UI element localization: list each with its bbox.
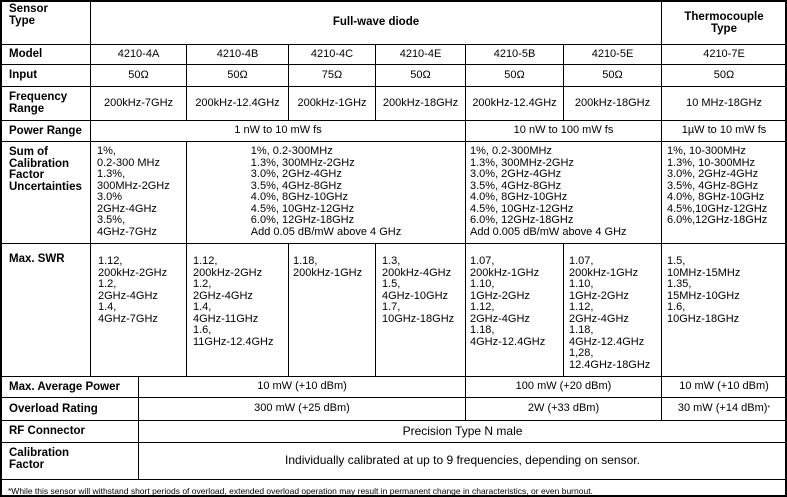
swr-4210-5b: 1.07, 200kHz-1GHz 1.10, 1GHz-2GHz 1.12, 2GHz-4GHz 1.18, 4GHz-12.4GHz <box>466 244 564 377</box>
input-label: Input <box>2 65 91 87</box>
frequency-range-label: Frequency Range <box>2 87 91 121</box>
swr-4210-4b: 1.12, 200kHz-2GHz 1.2, 2GHz-4GHz 1.4, 4GHz-11GHz 1.6, 11GHz-12.4GHz <box>187 244 289 377</box>
frequency-4210-4c: 200kHz-1GHz <box>289 87 376 121</box>
uncertainty-5-series: 1%, 0.2-300MHz 1.3%, 300MHz-2GHz 3.0%, 2GHz-4GHz 3.5%, 4GHz-8GHz 4.0%, 8GHz-10GHz 4.5%, 10GHz-12GHz 6.0%, 12GHz-18GHz Add 0.005 dB/mW above 4 GHz <box>466 142 662 244</box>
max-power-4-series: 10 mW (+10 dBm) <box>139 377 466 398</box>
swr-4210-4e: 1.3, 200kHz-4GHz 1.5, 4GHz-10GHz 1.7, 10GHz-18GHz <box>376 244 466 377</box>
overload-7-series <box>662 398 787 421</box>
frequency-4210-4b: 200kHz-12.4GHz <box>187 87 289 121</box>
swr-4210-5e: 1.07, 200kHz-1GHz 1.10, 1GHz-2GHz 1.12, 2GHz-4GHz 1.18, 4GHz-12.4GHz 1,28, 12.4GHz-18GHz <box>564 244 662 377</box>
frequency-4210-5b: 200kHz-12.4GHz <box>466 87 564 121</box>
input-4210-4c: 75Ω <box>289 65 376 87</box>
thermocouple-header: Thermocouple Type <box>662 2 787 45</box>
input-4210-5b: 50Ω <box>466 65 564 87</box>
swr-4210-4c: 1.18, 200kHz-1GHz <box>289 244 376 377</box>
model-4210-4c: 4210-4C <box>289 45 376 65</box>
rf-connector-value: Precision Type N male <box>139 421 787 443</box>
max-average-power-label: Max. Average Power <box>2 377 139 398</box>
input-4210-5e: 50Ω <box>564 65 662 87</box>
power-range-5-series: 10 nW to 100 mW fs <box>466 121 662 142</box>
uncertainty-4210-4a: 1%, 0.2-300 MHz 1.3%, 300MHz-2GHz 3.0% 2GHz-4GHz 3.5%, 4GHz-7GHz <box>91 142 187 244</box>
max-power-7-series: 10 mW (+10 dBm) <box>662 377 787 398</box>
model-4210-4e: 4210-4E <box>376 45 466 65</box>
calibration-factor-label: Calibration Factor <box>2 443 139 480</box>
model-4210-4b: 4210-4B <box>187 45 289 65</box>
model-4210-5b: 4210-5B <box>466 45 564 65</box>
max-swr-label: Max. SWR <box>2 244 91 377</box>
overload-7-series-value: 30 mW (+14 dBm) <box>677 402 768 415</box>
overload-4-series: 300 mW (+25 dBm) <box>139 398 466 421</box>
sensor-type-header: Sensor Type <box>2 2 91 45</box>
calibration-factor-value: Individually calibrated at up to 9 frequencies, depending on sensor. <box>139 443 787 480</box>
overload-rating-label: Overload Rating <box>2 398 139 421</box>
power-range-7-series: 1µW to 10 mW fs <box>662 121 787 142</box>
rf-connector-label: RF Connector <box>2 421 139 443</box>
uncertainty-4210-7e: 1%, 10-300MHz 1.3%, 10-300MHz 3.0%, 2GHz-4GHz 3.5%, 4GHz-8GHz 4.0%, 8GHz-10GHz 4.5%,10GHz-12GHz 6.0%,12GHz-18GHz <box>662 142 787 244</box>
input-4210-4e: 50Ω <box>376 65 466 87</box>
frequency-4210-7e: 10 MHz-18GHz <box>662 87 787 121</box>
power-range-4-series: 1 nW to 10 mW fs <box>91 121 466 142</box>
frequency-4210-4e: 200kHz-18GHz <box>376 87 466 121</box>
frequency-4210-5e: 200kHz-18GHz <box>564 87 662 121</box>
swr-4210-7e: 1.5, 10MHz-15MHz 1.35, 15MHz-10GHz 1.6, 10GHz-18GHz <box>662 244 787 377</box>
overload-5-series: 2W (+33 dBm) <box>466 398 662 421</box>
uncertainty-4-series-text: 1%, 0.2-300MHz 1.3%, 300MHz-2GHz 3.0%, 2GHz-4GHz 3.5%, 4GHz-8GHz 4.0%, 8GHz-10GHz 4.5%, 10GHz-12GHz 6.0%, 12GHz-18GHz Add 0.05 dB/mW above 4 GHz <box>250 145 402 238</box>
max-power-5-series: 100 mW (+20 dBm) <box>466 377 662 398</box>
overload-footnote-marker: * <box>767 405 771 413</box>
model-4210-5e: 4210-5E <box>564 45 662 65</box>
model-4210-4a: 4210-4A <box>91 45 187 65</box>
model-4210-7e: 4210-7E <box>662 45 787 65</box>
footnote: *While this sensor will withstand short periods of overload, extended overload operation may result in permanent change in characteristics, or even burnout. <box>8 486 593 496</box>
model-label: Model <box>2 45 91 65</box>
input-4210-7e: 50Ω <box>662 65 787 87</box>
input-4210-4a: 50Ω <box>91 65 187 87</box>
uncertainty-4-series <box>187 142 466 244</box>
fullwave-diode-header: Full-wave diode <box>91 2 662 45</box>
power-range-label: Power Range <box>2 121 91 142</box>
calibration-uncertainty-label: Sum of Calibration Factor Uncertainties <box>2 142 91 244</box>
input-4210-4b: 50Ω <box>187 65 289 87</box>
frequency-4210-4a: 200kHz-7GHz <box>91 87 187 121</box>
swr-4210-4a: 1.12, 200kHz-2GHz 1.2, 2GHz-4GHz 1.4, 4GHz-7GHz <box>91 244 187 377</box>
